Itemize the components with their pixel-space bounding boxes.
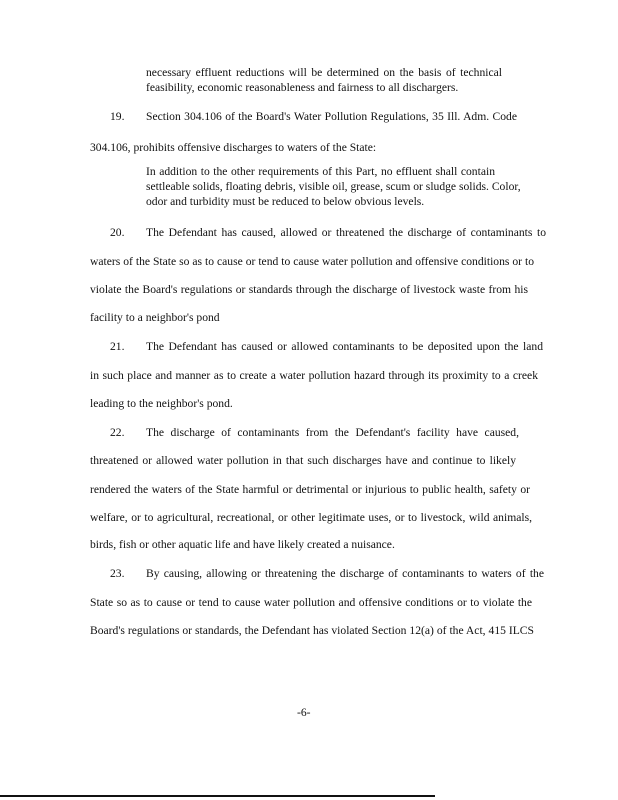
paragraph-number: 19. (110, 110, 125, 123)
text-line: The discharge of contaminants from the Defendant's facility have caused, (146, 426, 519, 439)
text-line: welfare, or to agricultural, recreational, or other legitimate uses, or to livestock, wild animals, (90, 511, 532, 524)
paragraph-number: 21. (110, 340, 125, 353)
text-line: birds, fish or other aquatic life and have likely created a nuisance. (90, 538, 395, 551)
paragraph-number: 22. (110, 426, 125, 439)
text-line: waters of the State so as to cause or tend to cause water pollution and offensive conditions or to (90, 255, 534, 268)
text-line: Board's regulations or standards, the Defendant has violated Section 12(a) of the Act, 415 ILCS (90, 624, 534, 637)
paragraph-number: 20. (110, 226, 125, 239)
text-line: 304.106, prohibits offensive discharges to waters of the State: (90, 141, 377, 154)
text-line: settleable solids, floating debris, visible oil, grease, scum or sludge solids. Color, (146, 180, 521, 193)
text-line: The Defendant has caused, allowed or threatened the discharge of contaminants to (146, 226, 546, 239)
text-line: In addition to the other requirements of this Part, no effluent shall contain (146, 165, 495, 178)
text-line: Section 304.106 of the Board's Water Pollution Regulations, 35 Ill. Adm. Code (146, 110, 517, 123)
text-line: rendered the waters of the State harmful or detrimental or injurious to public health, safety or (90, 483, 530, 496)
text-line: in such place and manner as to create a water pollution hazard through its proximity to a creek (90, 369, 538, 382)
text-line: leading to the neighbor's pond. (90, 397, 233, 410)
text-line: threatened or allowed water pollution in that such discharges have and continue to likely (90, 454, 516, 467)
page-number: -6- (297, 706, 311, 719)
text-line: By causing, allowing or threatening the discharge of contaminants to waters of the (146, 567, 544, 580)
text-line: odor and turbidity must be reduced to below obvious levels. (146, 195, 425, 208)
text-line: The Defendant has caused or allowed contaminants to be deposited upon the land (146, 340, 543, 353)
text-line: feasibility, economic reasonableness and fairness to all dischargers. (146, 81, 459, 94)
footer-rule (0, 795, 435, 797)
text-line: violate the Board's regulations or standards through the discharge of livestock waste from his (90, 283, 528, 296)
paragraph-number: 23. (110, 567, 125, 580)
text-line: facility to a neighbor's pond (90, 311, 220, 324)
text-line: necessary effluent reductions will be determined on the basis of technical (146, 66, 502, 79)
text-line: State so as to cause or tend to cause water pollution and offensive conditions or to violate the (90, 596, 532, 609)
